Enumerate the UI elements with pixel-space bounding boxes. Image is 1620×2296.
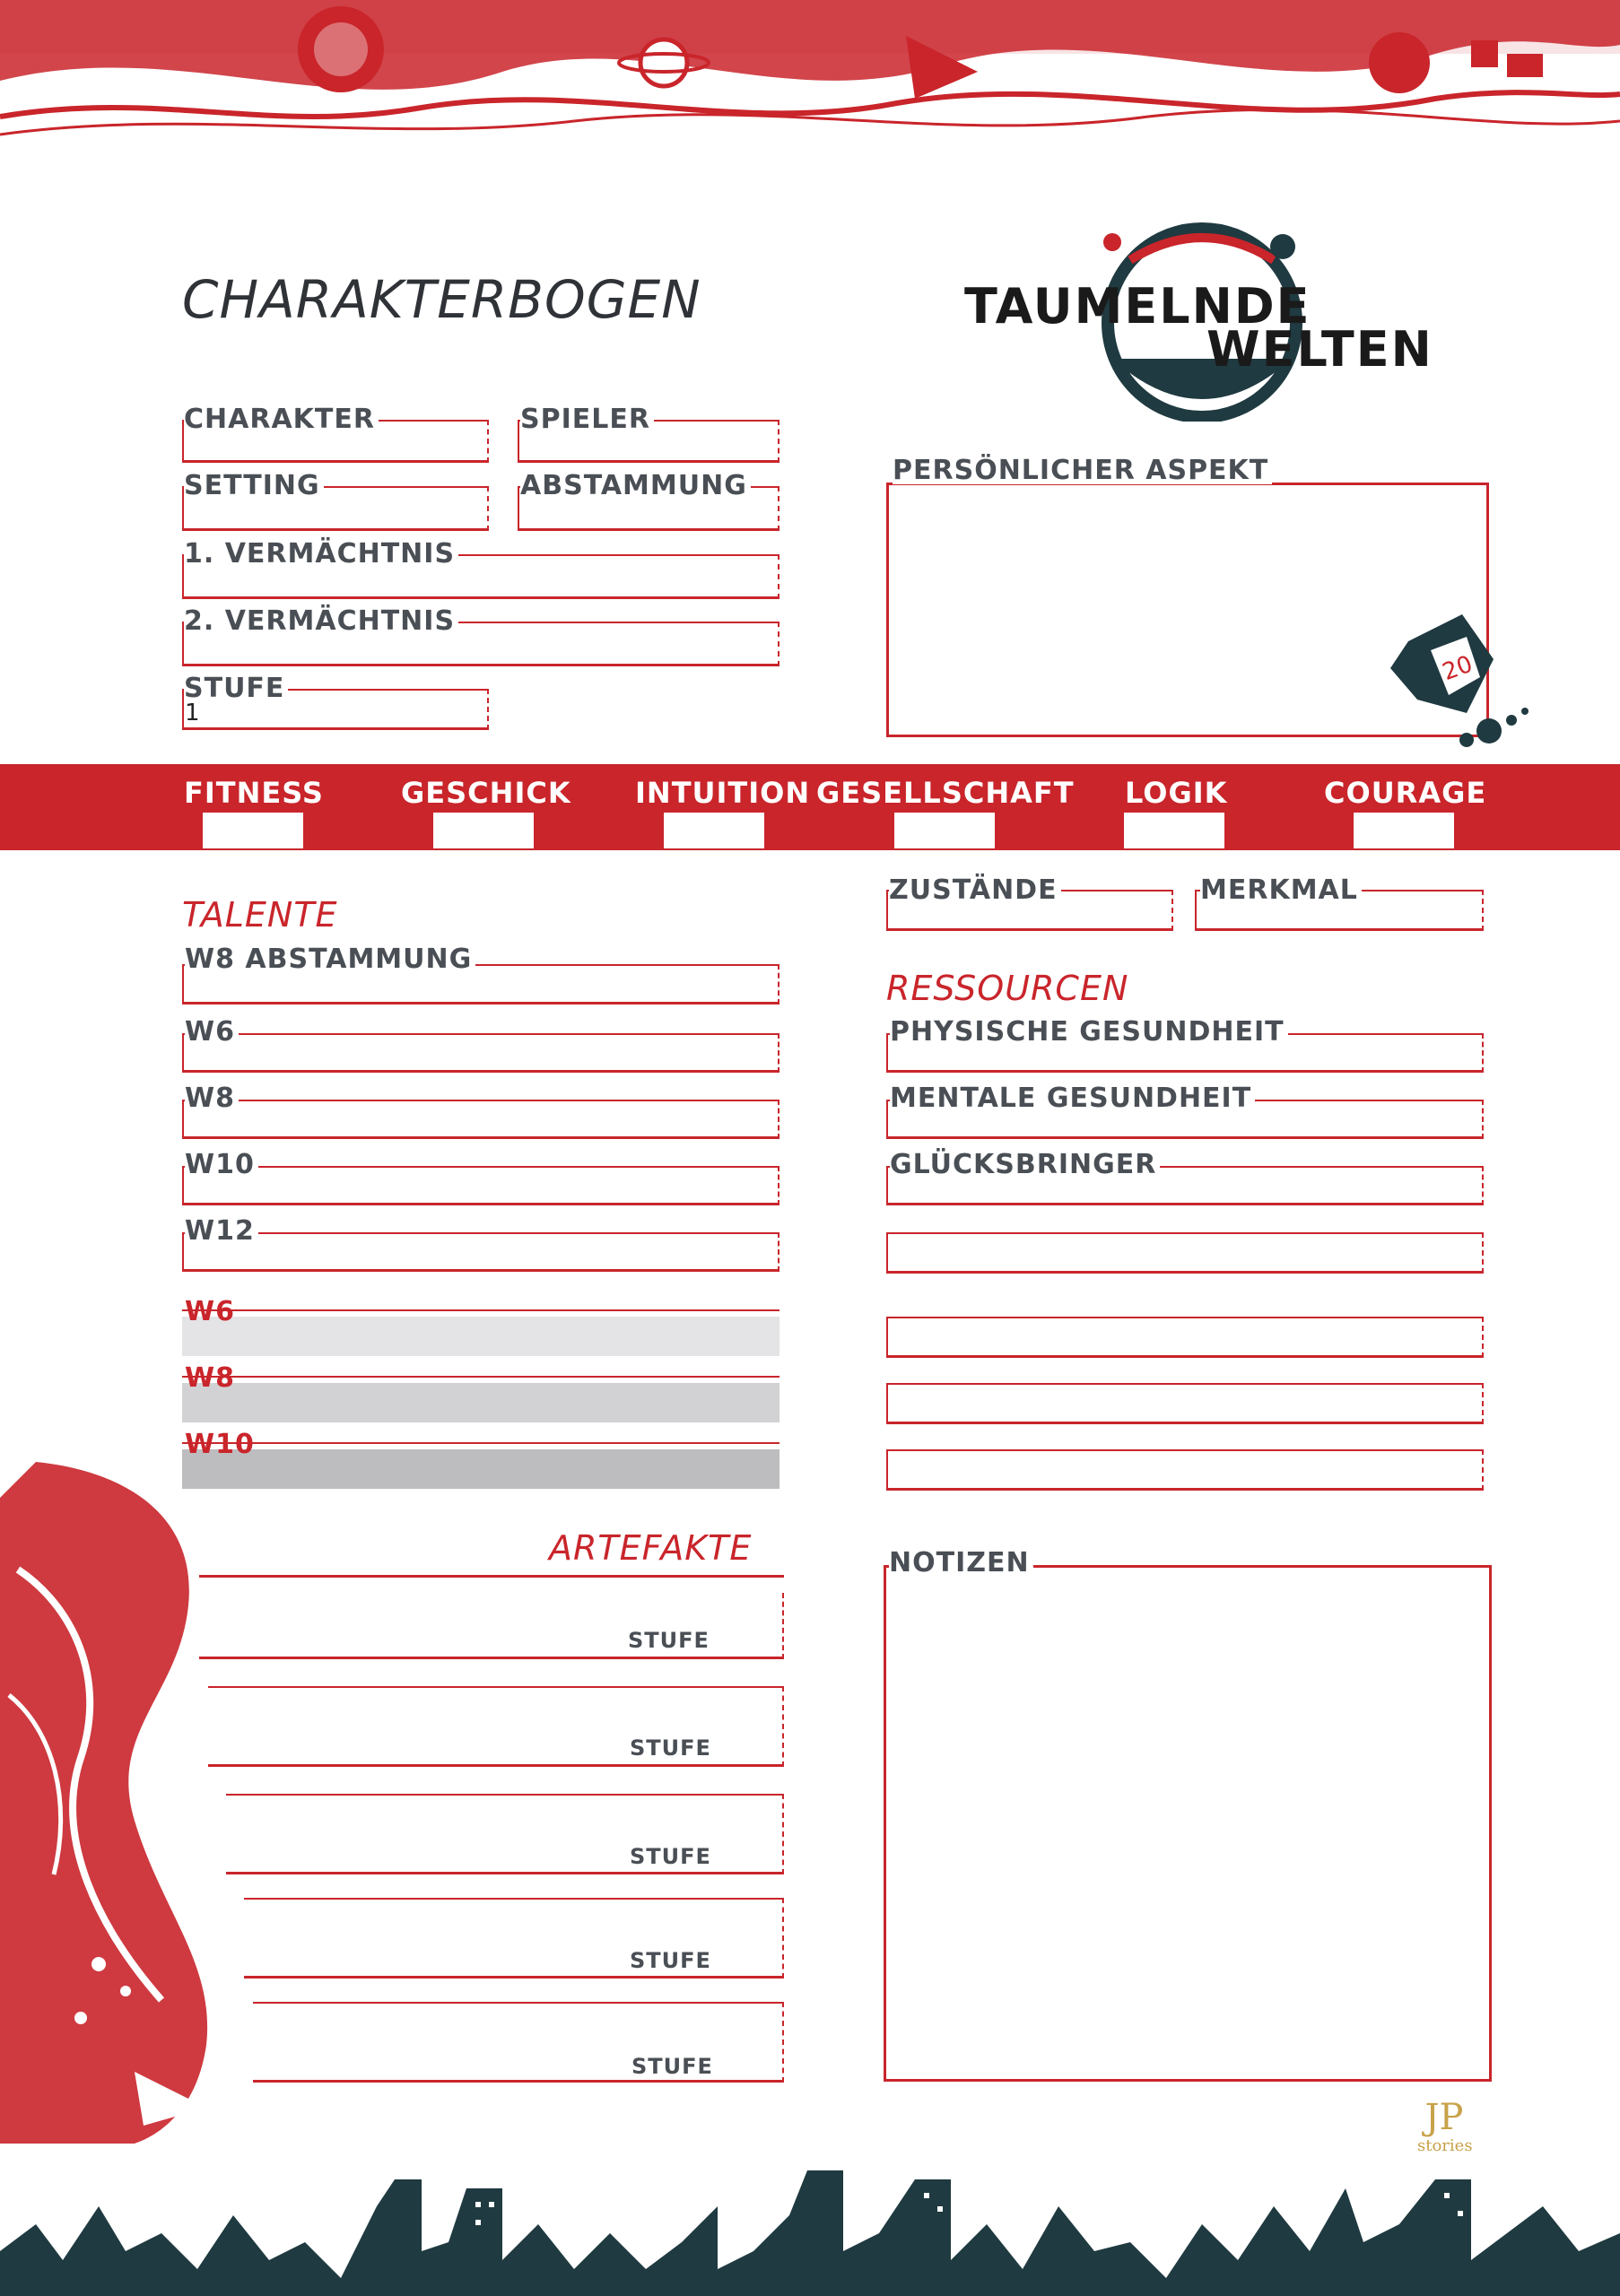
divider: [182, 1442, 780, 1444]
planet-icon: [640, 39, 687, 86]
resource-row-empty[interactable]: [886, 1317, 1484, 1358]
attribute-input-fitness[interactable]: [203, 813, 303, 848]
ressourcen-heading: RESSOURCEN: [886, 969, 1129, 1008]
shaded-talent-row[interactable]: [182, 1317, 780, 1356]
resource-row-empty[interactable]: [886, 1232, 1484, 1274]
divider: [199, 1575, 784, 1578]
attribute-label-intuition: INTUITION: [635, 776, 811, 810]
artefact-level-label: STUFE: [630, 1844, 711, 1869]
shaded-talent-label: W8: [185, 1362, 235, 1394]
shaded-talent-label: W6: [185, 1296, 235, 1327]
top-illustration: [0, 0, 1620, 144]
talent-row-label: W10: [185, 1152, 258, 1178]
attribute-label-logik: LOGIK: [1125, 776, 1228, 810]
resource-label: GLÜCKSBRINGER: [890, 1152, 1160, 1178]
logo-line1: TAUMELNDE: [964, 278, 1311, 335]
game-logo: [960, 206, 1444, 422]
stufe-label: STUFE: [184, 675, 288, 702]
talent-row[interactable]: [182, 1033, 780, 1073]
persoenlicher-aspekt-label: PERSÖNLICHER ASPEKT: [893, 457, 1272, 484]
dragon-illustration: [0, 1462, 233, 2144]
svg-text:20: 20: [1439, 650, 1476, 687]
talent-row-label: W8 ABSTAMMUNG: [185, 946, 475, 973]
resource-row-empty[interactable]: [886, 1383, 1484, 1424]
artefact-level-label: STUFE: [631, 2054, 713, 2079]
setting-label: SETTING: [184, 473, 324, 500]
vermaechtnis2-label: 2. VERMÄCHTNIS: [184, 608, 458, 635]
talent-row[interactable]: [182, 1100, 780, 1139]
charakter-label: CHARAKTER: [184, 406, 379, 433]
talent-row-label: W6: [185, 1019, 239, 1046]
attribute-label-geschick: GESCHICK: [401, 776, 571, 810]
d20-dice-icon: [1381, 605, 1534, 758]
publisher-mark: JP: [1424, 2097, 1464, 2138]
artefact-level-label: STUFE: [630, 1948, 711, 1973]
artefakte-heading: ARTEFAKTE: [549, 1528, 753, 1568]
notizen-box[interactable]: [884, 1565, 1492, 2082]
logo-line2: WELTEN: [1206, 321, 1433, 378]
publisher-name: stories: [1417, 2136, 1473, 2155]
divider: [182, 1309, 780, 1311]
merkmal-label: MERKMAL: [1200, 877, 1362, 904]
attribute-input-courage[interactable]: [1354, 813, 1454, 848]
zustaende-label: ZUSTÄNDE: [889, 877, 1061, 904]
publisher-logo: [1417, 2099, 1471, 2155]
spieler-label: SPIELER: [520, 406, 654, 433]
vermaechtnis1-label: 1. VERMÄCHTNIS: [184, 541, 458, 568]
artefact-level-label: STUFE: [630, 1735, 711, 1761]
attribute-label-gesellschaft: GESELLSCHAFT: [816, 776, 1075, 810]
attribute-input-logik[interactable]: [1124, 813, 1224, 848]
artefact-level-label: STUFE: [628, 1628, 710, 1653]
shaded-talent-row[interactable]: [182, 1383, 780, 1422]
attribute-input-intuition[interactable]: [664, 813, 764, 848]
shaded-talent-row[interactable]: [182, 1449, 780, 1489]
attribute-label-fitness: FITNESS: [184, 776, 324, 810]
stufe-value[interactable]: 1: [185, 700, 200, 726]
attribute-label-courage: COURAGE: [1324, 776, 1487, 810]
talent-row[interactable]: [182, 1232, 780, 1272]
bottom-skyline-illustration: [0, 2152, 1620, 2296]
talent-row-label: W12: [185, 1218, 258, 1245]
abstammung-label: ABSTAMMUNG: [520, 473, 751, 500]
talente-heading: TALENTE: [182, 895, 338, 935]
notizen-label: NOTIZEN: [889, 1550, 1033, 1577]
resource-row-empty[interactable]: [886, 1449, 1484, 1491]
page-title: CHARAKTERBOGEN: [182, 269, 701, 330]
attribute-input-gesellschaft[interactable]: [894, 813, 995, 848]
attribute-input-geschick[interactable]: [433, 813, 534, 848]
divider: [182, 1376, 780, 1378]
talent-row[interactable]: [182, 1166, 780, 1205]
resource-label: PHYSISCHE GESUNDHEIT: [890, 1019, 1288, 1046]
talent-row-label: W8: [185, 1085, 239, 1112]
resource-label: MENTALE GESUNDHEIT: [890, 1085, 1255, 1112]
shaded-talent-label: W10: [185, 1429, 255, 1460]
